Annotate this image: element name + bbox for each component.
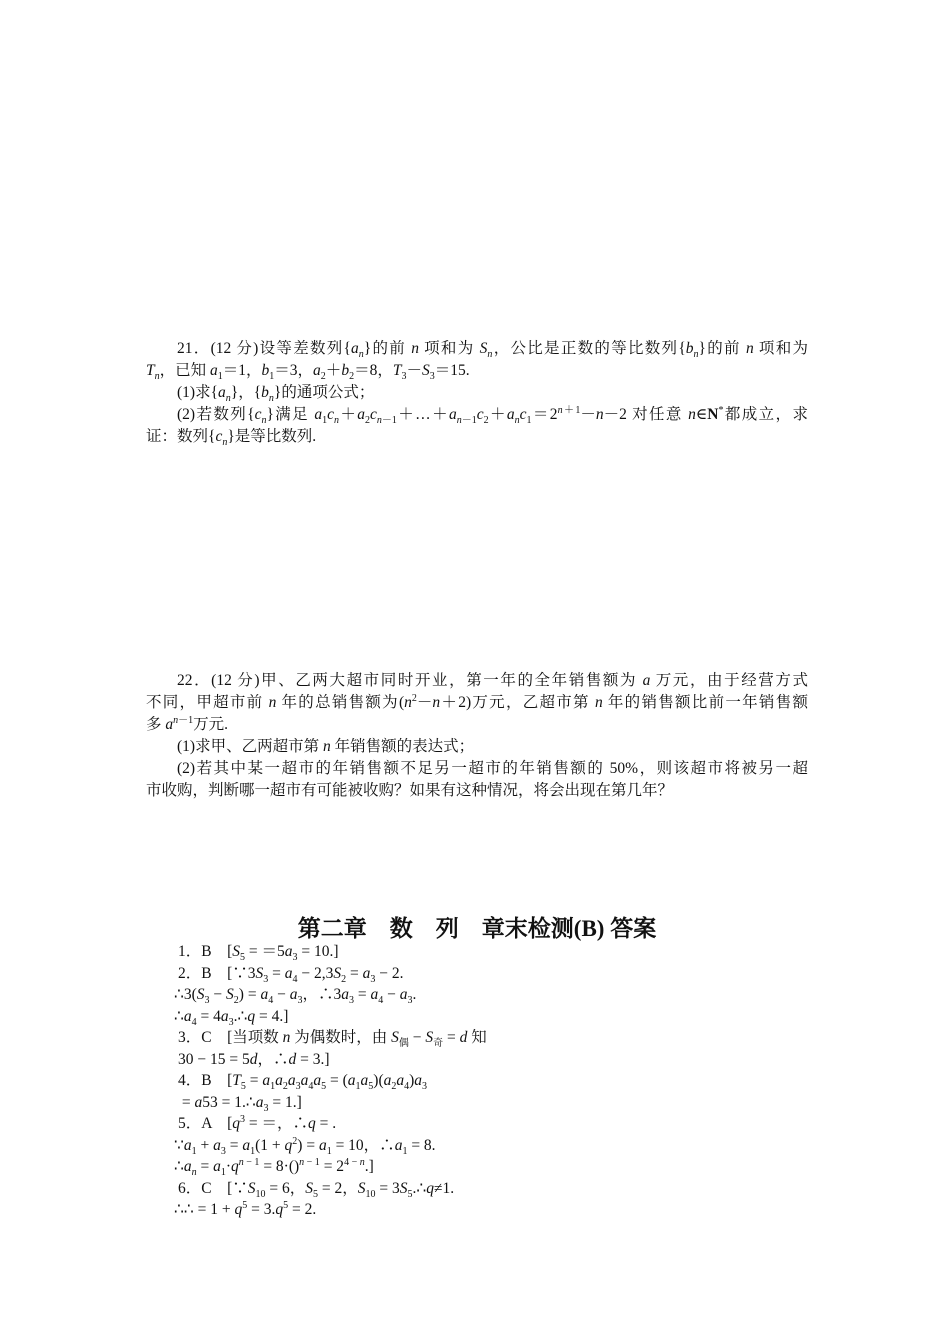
answer-4-line-1: 4．B [$T_5 = a_1a_2a_3a_4a_5 = (a_1a_5)(a_2a_4)a_3$ xyxy=(178,1072,428,1093)
q21-line-4: (2)若数列$\{c_n\}$满足 $a_1c_n+a_2c_{n-1}+\dots+a_{n-1}c_2+a_nc_1=2^{n+1}-n-2$ 对任意 n∈N*都成立，求 xyxy=(177,404,808,427)
q22-line-5: (2)若其中某一超市的年销售额不足另一超市的年销售额的 50%，则该超市将被另一超 xyxy=(177,760,808,777)
answer-3-line-2: 30 − 15 = 5d，∴d = 3.] xyxy=(178,1050,330,1068)
answers-section xyxy=(174,941,487,1221)
answer-2-line-3: $\therefore a_4$ = $4a_3.\therefore q = 4$.] xyxy=(174,1007,289,1028)
answer-5-line-3: $\therefore a_n = a_1\cdot q^{n - 1} = 8\cdot()^{n - 1} = 2^{4 - n}$.] xyxy=(174,1156,374,1179)
q21-line-2: $T_n$，已知 $a_1=1$，$b_1=3$，$a_2+b_2=8$，$T_3-S_3=15$. xyxy=(146,362,470,383)
answer-3-line-1: 3．C [当项数 n 为偶数时，由 $S_偶 - S_奇 = d$ 知 xyxy=(178,1029,487,1050)
answer-5-line-1: 5．A [$q^3$ = ＝，∴q = . xyxy=(178,1113,337,1132)
answer-1-line-1: 1．B $[S_5 = =5a_3 = 10.]$ xyxy=(178,943,339,964)
q22-line-2: 不同，甲超市前 n 年的总销售额为$(n^2-n+2)$万元，乙超市第 n 年的销售额比前一年销售额 xyxy=(146,692,808,711)
question-22 xyxy=(146,670,808,802)
q22-line-3: 多 $a^{n-1}$万元. xyxy=(146,714,229,733)
q22-line-1: 22．(12 分)甲、乙两大超市同时开业，第一年的全年销售额为 a 万元，由于经营方式 xyxy=(177,672,808,689)
q21-line-5: 证：数列$\{c_n\}$是等比数列. xyxy=(146,428,317,449)
q22-line-6: 市收购，判断哪一超市有可能被收购？如果有这种情况，将会出现在第几年？ xyxy=(146,782,674,799)
answer-5-line-2: $\because a_1 + a_3 = a_1(1 + q^2) = a_1 = 10$，$\therefore a_1 = 8$. xyxy=(174,1135,436,1157)
answer-2-line-2: $\therefore 3(S_3 - S_2) = a_4 - a_3$，$\therefore 3a_3 = a_4 - a_3$. xyxy=(174,986,417,1007)
answer-6-line-1: 6．C [$\because S_{10} = 6$，$S_5 = 2$，$S_{10}$ = $3S_5.\therefore q\ne 1$. xyxy=(178,1179,455,1200)
answers-title: 第二章 数 列 章末检测(B) 答案 xyxy=(297,916,657,941)
q21-line-1: 21．(12 分)设等差数列$\{a_n\}$的前 n 项和为 $S_n$，公比是正数的等比数列$\{b_n\}$的前 n 项和为 xyxy=(177,340,808,361)
answer-2-line-1: 2．B [$\because 3S_3 = a_4 - 2,3S_2 = a_3 - 2$. xyxy=(178,964,404,985)
q21-line-3: (1)求$\{a_n\}$，$\{b_n\}$的通项公式； xyxy=(177,384,375,405)
question-21 xyxy=(146,338,808,448)
answer-6-line-2: ∴∴ = $1 + q^5 = 3.q^5 = 2$. xyxy=(174,1199,317,1218)
q22-line-4: (1)求甲、乙两超市第 n 年销售额的表达式； xyxy=(177,738,475,755)
answer-4-line-2: = $a53 = 1.\therefore a_3 = 1$.] xyxy=(178,1093,302,1114)
